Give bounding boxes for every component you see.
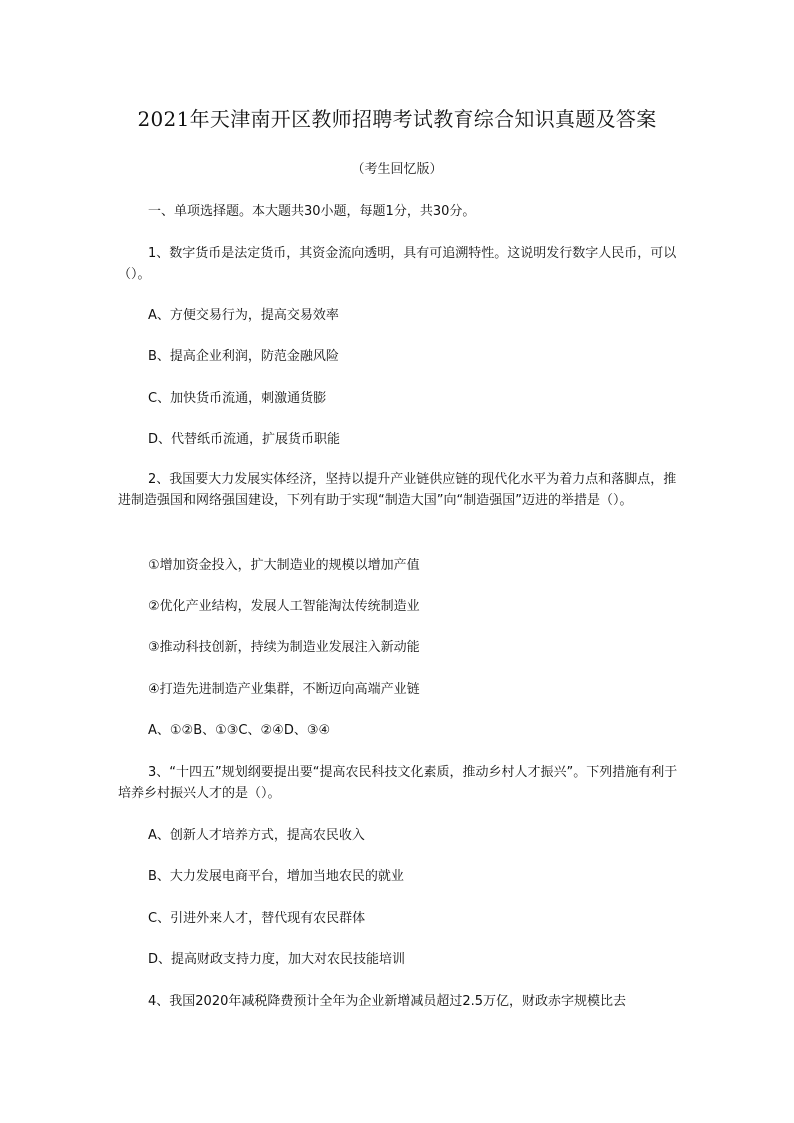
document-subtitle: （考生回忆版） (351, 162, 443, 177)
question-2-item-4: ④打造先进制造产业集群，不断迈向高端产业链 (148, 682, 420, 697)
question-1-stem: 1、数字货币是法定货币，其资金流向透明，具有可追溯特性。这说明发行数字人民币，可以（）。 (118, 246, 677, 282)
question-2-item-2: ②优化产业结构，发展人工智能淘汰传统制造业 (148, 599, 420, 614)
question-2-item-1: ①增加资金投入，扩大制造业的规模以增加产值 (148, 558, 420, 573)
question-1-option-d: D、代替纸币流通，扩展货币职能 (148, 432, 341, 447)
question-3-option-b: B、大力发展电商平台，增加当地农民的就业 (148, 869, 404, 884)
section-heading: 一、单项选择题。本大题共30小题，每题1分，共30分。 (148, 204, 476, 219)
question-1-option-b: B、提高企业利润，防范金融风险 (148, 349, 339, 364)
document-title: 2021年天津南开区教师招聘考试教育综合知识真题及答案 (137, 107, 657, 131)
question-2-stem: 2、我国要大力发展实体经济，坚持以提升产业链供应链的现代化水平为着力点和落脚点，推进制造强国和网络强国建设，下列有助于实现“制造大国”向“制造强国”迈进的举措是（）。 (118, 472, 677, 508)
question-1-option-c: C、加快货币流通，刺激通货膨 (148, 391, 327, 406)
question-3-option-c: C、引进外来人才，替代现有农民群体 (148, 911, 366, 926)
question-4-stem: 4、我国2020年减税降费预计全年为企业新增减员超过2.5万亿，财政赤字规模比去 (148, 994, 627, 1009)
question-3-option-a: A、创新人才培养方式，提高农民收入 (148, 828, 365, 843)
question-3-stem: 3、“十四五”规划纲要提出要“提高农民科技文化素质，推动乡村人才振兴”。下列措施有利于培养乡村振兴人才的是（）。 (118, 765, 678, 801)
question-2-options: A、①②B、①③C、②④D、③④ (148, 723, 331, 738)
question-3-option-d: D、提高财政支持力度，加大对农民技能培训 (148, 952, 406, 967)
question-1-option-a: A、方便交易行为，提高交易效率 (148, 308, 339, 323)
question-2-item-3: ③推动科技创新，持续为制造业发展注入新动能 (148, 640, 420, 655)
